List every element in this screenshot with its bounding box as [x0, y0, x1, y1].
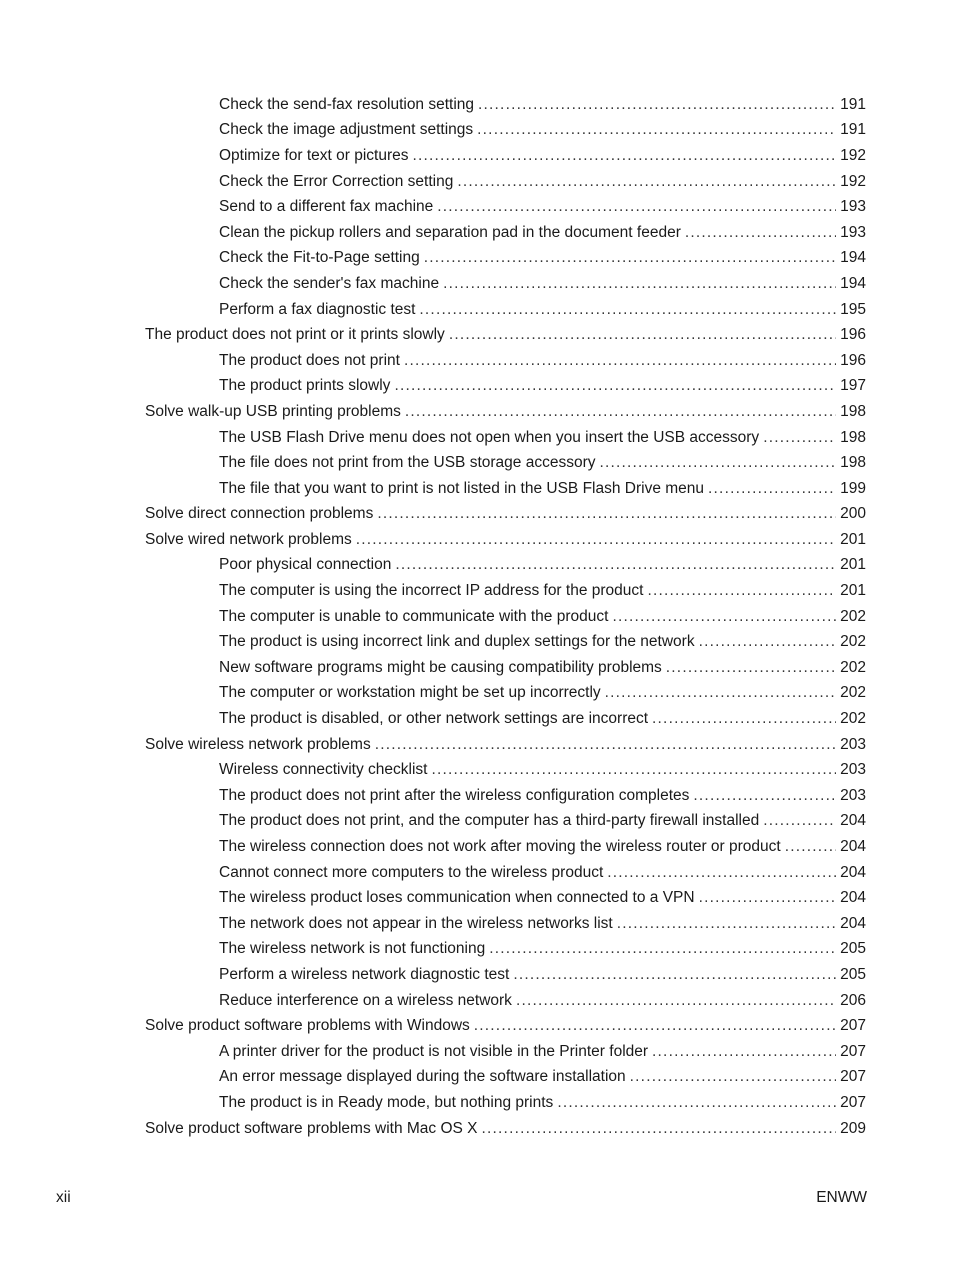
toc-entry-line — [219, 710, 866, 728]
toc-dot-leader — [457, 173, 836, 191]
toc-entry[interactable] — [0, 783, 954, 809]
toc-dot-leader — [647, 582, 836, 600]
toc-entry-title: A printer driver for the product is not visible in the Printer folder — [219, 1042, 649, 1060]
toc-entry-title: Perform a fax diagnostic test — [219, 300, 416, 318]
toc-entry-page: 197 — [840, 377, 866, 395]
toc-entry[interactable] — [0, 1116, 954, 1142]
toc-entry[interactable] — [0, 348, 954, 374]
toc-entry-page: 201 — [840, 582, 866, 600]
table-of-contents — [0, 92, 954, 1141]
toc-entry-page: 196 — [840, 326, 866, 344]
toc-entry-title: The product does not print — [219, 351, 400, 369]
toc-entry-title: Solve product software problems with Windows — [145, 1017, 470, 1035]
toc-entry-title: Clean the pickup rollers and separation pad in the document feeder — [219, 223, 681, 241]
toc-entry[interactable] — [0, 92, 954, 118]
toc-entry-page: 202 — [840, 710, 866, 728]
toc-entry[interactable] — [0, 450, 954, 476]
toc-entry-page: 191 — [840, 95, 866, 113]
toc-entry[interactable] — [0, 297, 954, 323]
toc-entry-line — [219, 480, 866, 498]
toc-entry-title: The file does not print from the USB storage accessory — [219, 454, 596, 472]
toc-entry-title: Solve wireless network problems — [145, 735, 371, 753]
toc-entry-line — [219, 838, 866, 856]
toc-entry-page: 204 — [840, 812, 866, 830]
toc-entry-title: The wireless product loses communication when connected to a VPN — [219, 889, 695, 907]
toc-entry-title: The product prints slowly — [219, 377, 391, 395]
toc-entry[interactable] — [0, 322, 954, 348]
toc-entry-page: 195 — [840, 300, 866, 318]
toc-entry-line — [219, 224, 866, 242]
toc-entry-line — [219, 454, 866, 472]
toc-entry-title: The file that you want to print is not listed in the USB Flash Drive menu — [219, 479, 705, 497]
toc-entry[interactable] — [0, 757, 954, 783]
toc-entry-page: 200 — [840, 505, 866, 523]
toc-dot-leader — [685, 224, 836, 242]
toc-entry-page: 193 — [840, 223, 866, 241]
toc-entry[interactable] — [0, 527, 954, 553]
toc-dot-leader — [489, 940, 836, 958]
toc-entry[interactable] — [0, 732, 954, 758]
toc-entry[interactable] — [0, 834, 954, 860]
toc-entry-page: 207 — [840, 1093, 866, 1111]
toc-entry[interactable] — [0, 578, 954, 604]
toc-entry-page: 202 — [840, 607, 866, 625]
toc-entry-line — [145, 1017, 866, 1035]
toc-entry-title: The computer is using the incorrect IP address for the product — [219, 582, 644, 600]
toc-entry-line — [219, 301, 866, 319]
toc-entry-page: 199 — [840, 479, 866, 497]
toc-entry-line — [145, 326, 866, 344]
toc-dot-leader — [652, 1043, 836, 1061]
toc-entry-title: Check the send-fax resolution setting — [219, 95, 475, 113]
toc-entry[interactable] — [0, 629, 954, 655]
toc-entry-page: 192 — [840, 172, 866, 190]
toc-entry-page: 202 — [840, 633, 866, 651]
toc-entry-line — [219, 915, 866, 933]
toc-dot-leader — [424, 249, 836, 267]
toc-entry-page: 204 — [840, 914, 866, 932]
toc-dot-leader — [474, 1017, 836, 1035]
toc-entry-line — [219, 377, 866, 395]
toc-entry-line — [219, 198, 866, 216]
toc-entry-line — [219, 1094, 866, 1112]
toc-entry[interactable] — [0, 1039, 954, 1065]
toc-dot-leader — [666, 659, 836, 677]
toc-entry-title: Check the image adjustment settings — [219, 121, 474, 139]
toc-entry[interactable] — [0, 553, 954, 579]
toc-entry[interactable] — [0, 143, 954, 169]
toc-entry-line — [219, 608, 866, 626]
toc-entry-page: 207 — [840, 1042, 866, 1060]
toc-entry-line — [219, 940, 866, 958]
toc-entry-page: 209 — [840, 1119, 866, 1137]
toc-entry-title: New software programs might be causing compatibility problems — [219, 658, 662, 676]
toc-entry[interactable] — [0, 246, 954, 272]
toc-entry-title: An error message displayed during the software installation — [219, 1068, 626, 1086]
toc-entry-line — [145, 1120, 866, 1138]
toc-dot-leader — [785, 838, 836, 856]
toc-dot-leader — [478, 96, 836, 114]
toc-entry-title: Optimize for text or pictures — [219, 146, 409, 164]
toc-entry[interactable] — [0, 937, 954, 963]
toc-dot-leader — [693, 787, 836, 805]
toc-entry[interactable] — [0, 655, 954, 681]
toc-entry[interactable] — [0, 118, 954, 144]
toc-entry[interactable] — [0, 962, 954, 988]
toc-entry-line — [219, 582, 866, 600]
toc-entry[interactable] — [0, 885, 954, 911]
toc-entry[interactable] — [0, 271, 954, 297]
toc-entry[interactable] — [0, 425, 954, 451]
toc-entry[interactable] — [0, 911, 954, 937]
toc-dot-leader — [652, 710, 836, 728]
toc-entry-page: 203 — [840, 786, 866, 804]
toc-entry-page: 198 — [840, 428, 866, 446]
toc-entry[interactable] — [0, 399, 954, 425]
toc-entry-page: 204 — [840, 863, 866, 881]
toc-entry-title: Cannot connect more computers to the wireless product — [219, 863, 604, 881]
toc-entry-title: The computer is unable to communicate with the product — [219, 607, 609, 625]
toc-dot-leader — [377, 505, 836, 523]
toc-entry[interactable] — [0, 604, 954, 630]
toc-entry-page: 207 — [840, 1068, 866, 1086]
toc-entry-page: 203 — [840, 735, 866, 753]
toc-entry-title: Check the Error Correction setting — [219, 172, 454, 190]
toc-entry-title: Solve direct connection problems — [145, 505, 374, 523]
toc-entry-line — [219, 96, 866, 114]
toc-entry-title: Perform a wireless network diagnostic test — [219, 965, 510, 983]
toc-entry-page: 196 — [840, 351, 866, 369]
toc-entry-line — [219, 556, 866, 574]
toc-entry-line — [219, 147, 866, 165]
toc-entry-page: 204 — [840, 838, 866, 856]
toc-entry-page: 198 — [840, 454, 866, 472]
toc-dot-leader — [699, 633, 837, 651]
toc-dot-leader — [394, 377, 836, 395]
toc-dot-leader — [607, 864, 836, 882]
toc-entry-title: The product is in Ready mode, but nothing prints — [219, 1093, 554, 1111]
toc-entry-page: 202 — [840, 658, 866, 676]
toc-entry-line — [145, 505, 866, 523]
toc-entry[interactable] — [0, 220, 954, 246]
toc-entry[interactable] — [0, 476, 954, 502]
toc-dot-leader — [405, 403, 836, 421]
toc-entry-line — [145, 736, 866, 754]
toc-entry-title: Reduce interference on a wireless network — [219, 991, 512, 1009]
toc-entry-page: 191 — [840, 121, 866, 139]
toc-entry-line — [219, 812, 866, 830]
toc-dot-leader — [449, 326, 836, 344]
toc-entry[interactable] — [0, 681, 954, 707]
toc-entry-line — [145, 531, 866, 549]
toc-entry-line — [219, 633, 866, 651]
toc-dot-leader — [513, 966, 836, 984]
toc-dot-leader — [617, 915, 836, 933]
toc-entry-title: The network does not appear in the wireless networks list — [219, 914, 613, 932]
toc-entry-title: Poor physical connection — [219, 556, 392, 574]
toc-entry-page: 205 — [840, 940, 866, 958]
toc-entry-page: 201 — [840, 530, 866, 548]
footer-doc-code: ENWW — [816, 1189, 867, 1206]
toc-entry-page: 201 — [840, 556, 866, 574]
toc-entry[interactable] — [0, 502, 954, 528]
toc-entry-line — [219, 684, 866, 702]
toc-dot-leader — [437, 198, 836, 216]
toc-dot-leader — [699, 889, 837, 907]
toc-entry-line — [219, 429, 866, 447]
toc-entry-line — [219, 992, 866, 1010]
toc-entry-page: 206 — [840, 991, 866, 1009]
toc-entry-title: Wireless connectivity checklist — [219, 761, 428, 779]
toc-entry-page: 202 — [840, 684, 866, 702]
toc-entry-page: 205 — [840, 965, 866, 983]
toc-dot-leader — [763, 429, 836, 447]
toc-entry-page: 192 — [840, 146, 866, 164]
toc-entry-title: The wireless network is not functioning — [219, 940, 486, 958]
toc-dot-leader — [763, 812, 836, 830]
toc-entry-title: The computer or workstation might be set up incorrectly — [219, 684, 601, 702]
toc-entry-title: The product is using incorrect link and duplex settings for the network — [219, 633, 695, 651]
toc-entry-page: 193 — [840, 198, 866, 216]
toc-entry-title: The wireless connection does not work after moving the wireless router or product — [219, 838, 781, 856]
toc-entry[interactable] — [0, 374, 954, 400]
toc-entry-line — [219, 249, 866, 267]
toc-entry-title: Solve walk-up USB printing problems — [145, 402, 401, 420]
toc-dot-leader — [477, 121, 836, 139]
toc-dot-leader — [413, 147, 837, 165]
toc-entry-page: 204 — [840, 889, 866, 907]
toc-entry-page: 194 — [840, 249, 866, 267]
toc-entry-line — [219, 173, 866, 191]
toc-dot-leader — [443, 275, 836, 293]
toc-entry-line — [219, 352, 866, 370]
toc-entry-title: The USB Flash Drive menu does not open when you insert the USB accessory — [219, 428, 760, 446]
toc-dot-leader — [599, 454, 836, 472]
toc-entry-title: Check the sender's fax machine — [219, 274, 440, 292]
toc-entry-title: Solve wired network problems — [145, 530, 352, 548]
toc-entry-title: The product is disabled, or other network settings are incorrect — [219, 710, 649, 728]
toc-entry-page: 207 — [840, 1017, 866, 1035]
toc-dot-leader — [482, 1120, 837, 1138]
toc-entry-line — [219, 121, 866, 139]
toc-entry-title: Solve product software problems with Mac OS X — [145, 1119, 478, 1137]
toc-dot-leader — [431, 761, 836, 779]
toc-entry-line — [219, 889, 866, 907]
toc-entry-line — [219, 966, 866, 984]
toc-entry[interactable] — [0, 1090, 954, 1116]
toc-entry-line — [219, 659, 866, 677]
toc-entry-title: The product does not print after the wireless configuration completes — [219, 786, 690, 804]
toc-dot-leader — [419, 301, 836, 319]
page-footer — [56, 1189, 867, 1207]
toc-entry-line — [219, 761, 866, 779]
toc-entry-line — [145, 403, 866, 421]
toc-dot-leader — [516, 992, 836, 1010]
toc-entry[interactable] — [0, 860, 954, 886]
toc-entry[interactable] — [0, 809, 954, 835]
toc-entry-title: The product does not print or it prints slowly — [145, 326, 445, 344]
toc-dot-leader — [404, 352, 836, 370]
toc-dot-leader — [356, 531, 836, 549]
toc-entry-line — [219, 864, 866, 882]
toc-dot-leader — [605, 684, 836, 702]
toc-entry-page: 203 — [840, 761, 866, 779]
toc-entry-line — [219, 1043, 866, 1061]
toc-dot-leader — [612, 608, 836, 626]
toc-entry-title: The product does not print, and the computer has a third-party firewall installed — [219, 812, 760, 830]
toc-entry-line — [219, 275, 866, 293]
toc-entry[interactable] — [0, 1013, 954, 1039]
toc-entry[interactable] — [0, 169, 954, 195]
toc-entry-page: 194 — [840, 274, 866, 292]
toc-entry[interactable] — [0, 706, 954, 732]
toc-dot-leader — [630, 1068, 836, 1086]
toc-entry[interactable] — [0, 194, 954, 220]
toc-entry-title: Send to a different fax machine — [219, 198, 434, 216]
toc-dot-leader — [708, 480, 836, 498]
toc-entry-line — [219, 787, 866, 805]
toc-dot-leader — [557, 1094, 836, 1112]
toc-entry-page: 198 — [840, 402, 866, 420]
toc-entry-title: Check the Fit-to-Page setting — [219, 249, 420, 267]
toc-dot-leader — [395, 556, 836, 574]
toc-dot-leader — [375, 736, 836, 754]
toc-entry[interactable] — [0, 1065, 954, 1091]
footer-page-number: xii — [56, 1189, 71, 1206]
toc-entry[interactable] — [0, 988, 954, 1014]
toc-entry-line — [219, 1068, 866, 1086]
